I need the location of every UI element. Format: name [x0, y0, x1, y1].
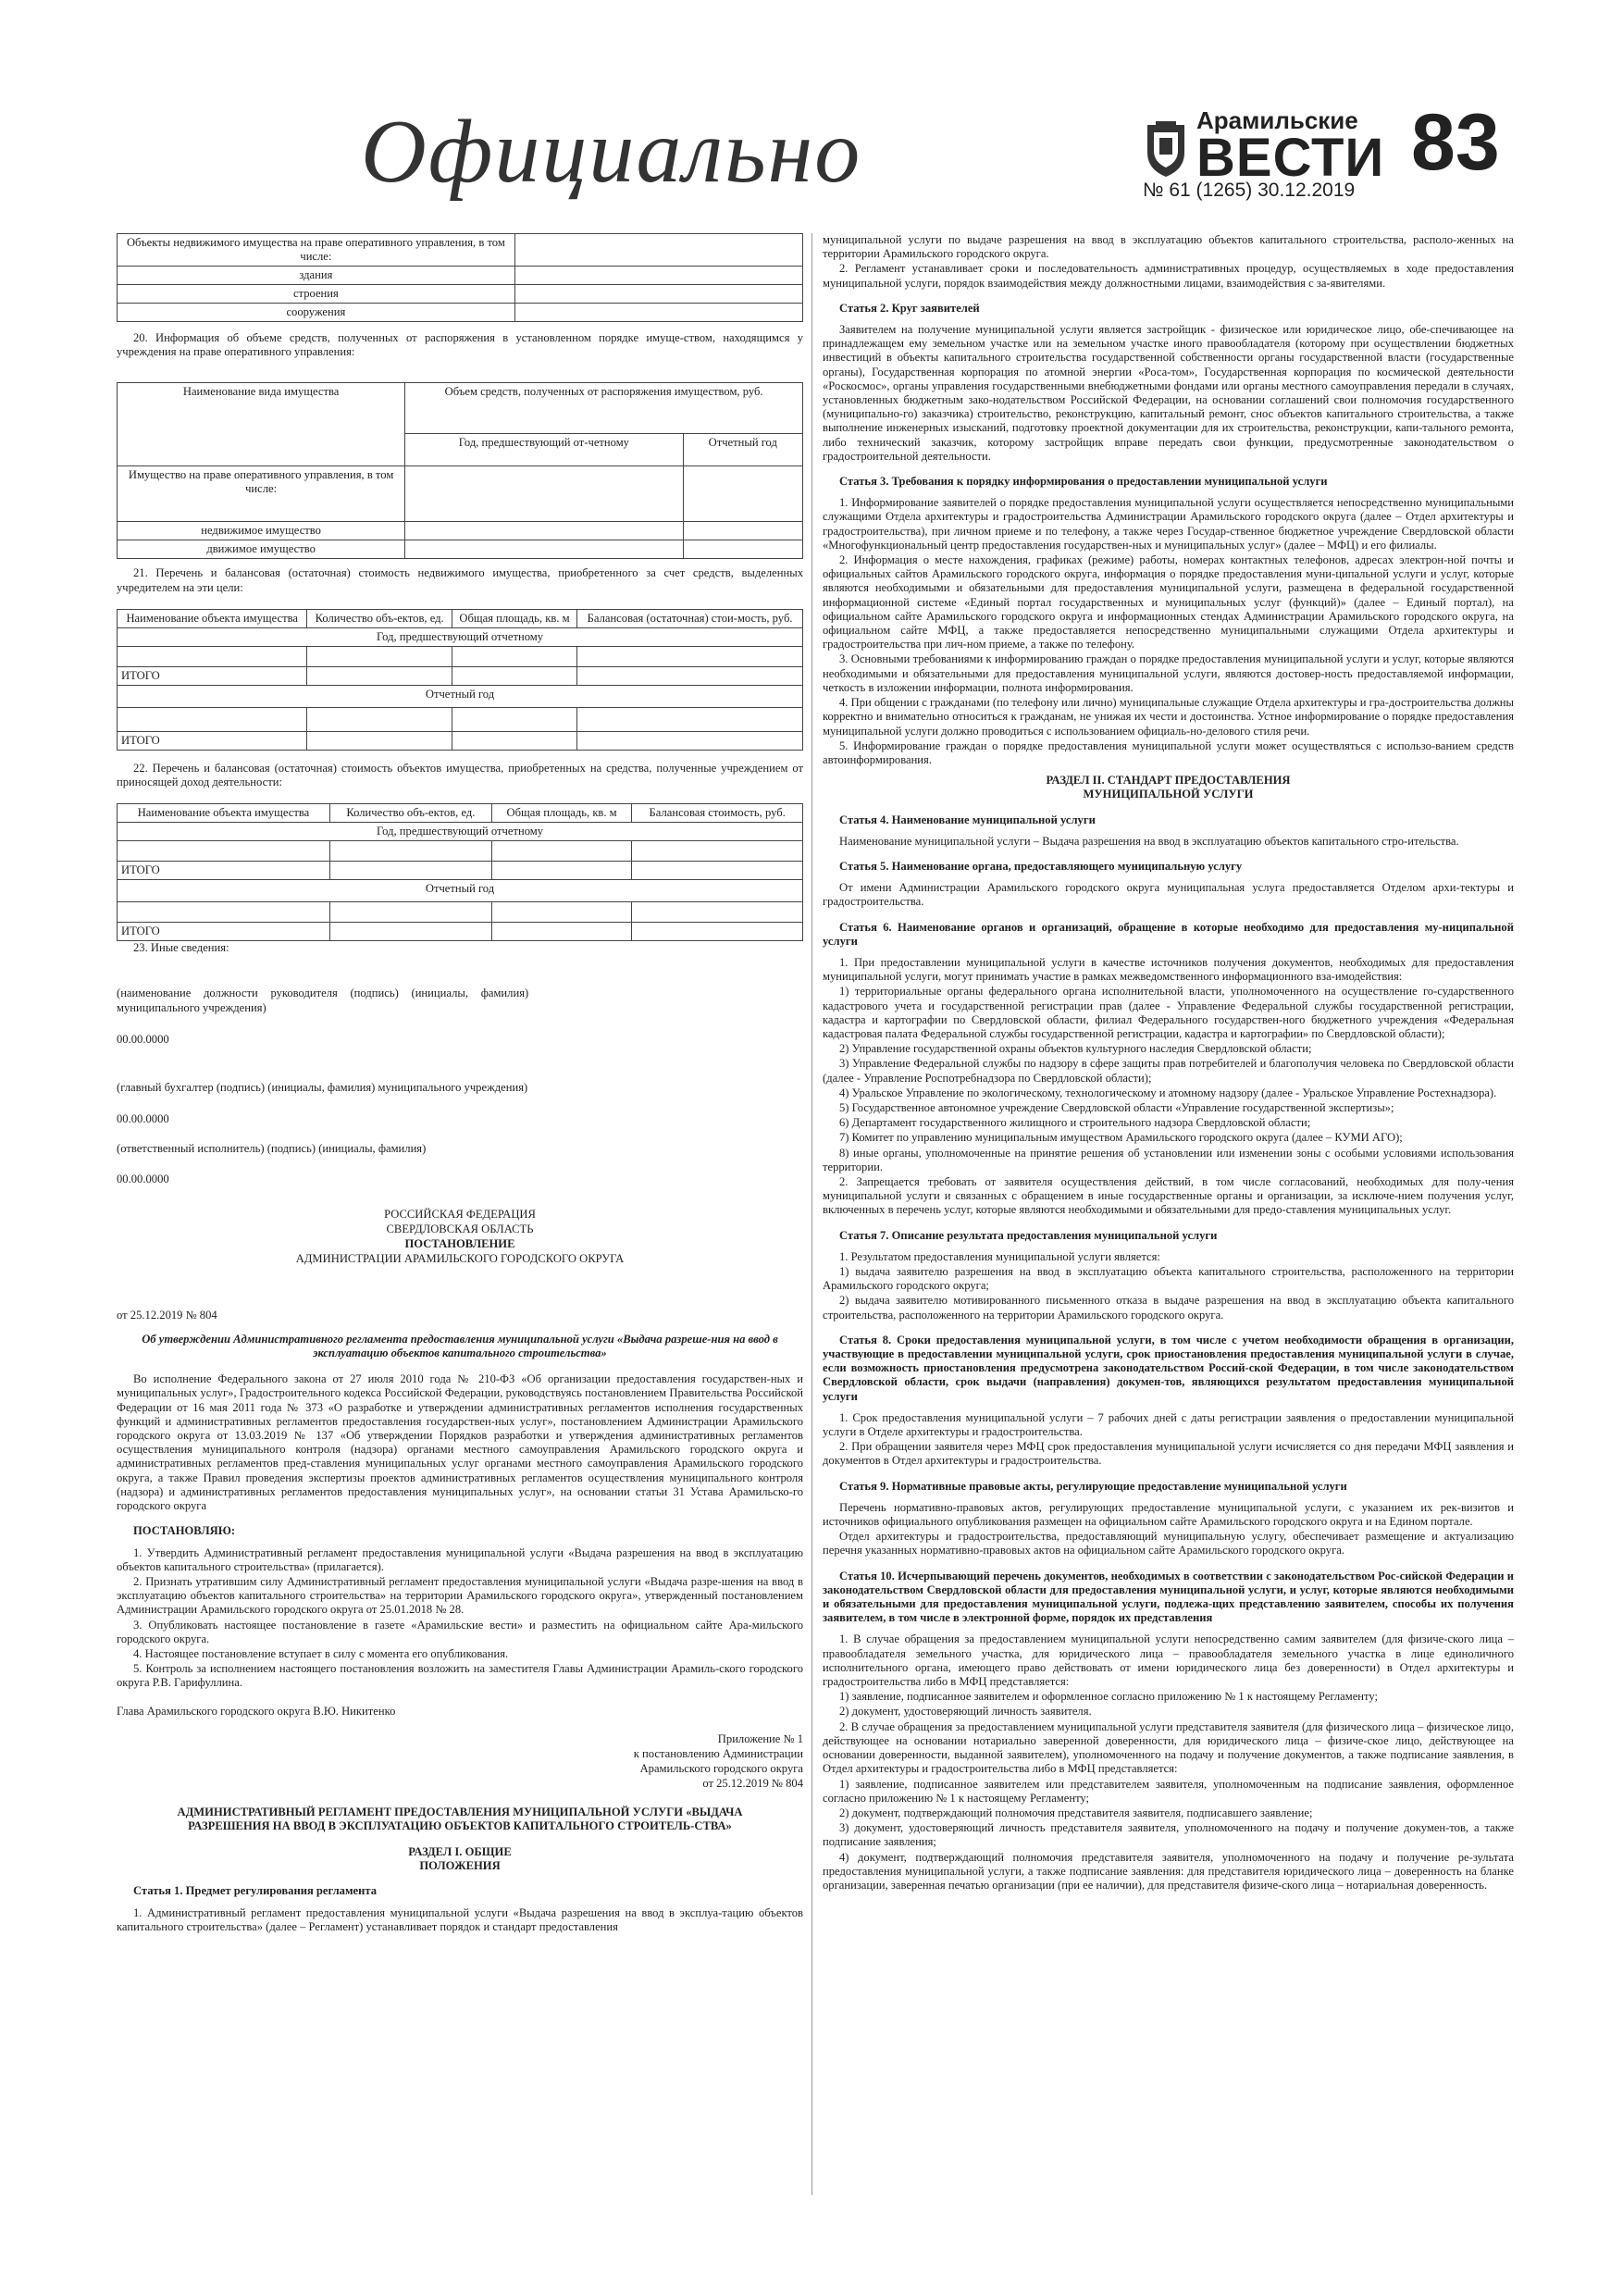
- article-7-title: Статья 7. Описание результата предоставления муниципальной услуги: [839, 1228, 1218, 1242]
- issue-number: № 61 (1265) 30.12.2019: [1143, 180, 1356, 201]
- decree-date: от 25.12.2019 № 804: [117, 1308, 217, 1322]
- article-1-title: Статья 1. Предмет регулирования регламента: [133, 1884, 378, 1898]
- paragraph-22: 22. Перечень и балансовая (остаточная) стоимость объектов имущества, приобретенных на средства, полученные учреждением от приносящей доход деятельности:: [117, 761, 803, 789]
- date-2: 00.00.0000: [117, 1112, 169, 1126]
- table-real-estate: Объекты недвижимого имущества на праве оперативного управления, в том числе: здания строения сооружения: [117, 233, 803, 322]
- logo-city: Арамильские: [1196, 106, 1358, 134]
- right-column: муниципальной услуги по выдаче разрешения на ввод в эксплуатацию объектов капитального строительства, располо-женных на территории Арамильского городского округа. 2. Регламент устанавливает сроки и последовательность административных процедур, осуществляемых в ходе предоставления муниципальной услуги, порядок взаимодействия между должностными лицами, взаимодействия с за-явителями. Статья 2. Круг заявителей Заявителем на получение муниципальной услуги является застройщик - физическое или юридическое лицо, обе-спечивающее на принадлежащем ему земельном участке или на земельном участке иного правообладателя (которому при осуществлении бюджетных инвестиций в объекты капитального строительства государственной собственности органы государственной власти (государственные органы), Государственная корпорация по атомной энергии «Роса-том», Государственная корпорация по космической деятельности «Роскосмос», органы управления государственными внебюджетными фондами или органы местного самоуправления передали в случаях, установленных бюджетным зако-нодательством Российской Федерации, на основании соглашений свои полномочия государственного (муниципально-го) заказчика) строительство, реконструкцию, капитальный ремонт, снос объектов капитального строительства, а также выполнение инженерных изысканий, подготовку проектной документации для их строительства, реконструкции, капи-тального ремонта, либо технический заказчик, которому застройщик вправе передать свои функции, предусмотренные законодательством о градостроительной деятельности. Статья 3. Требования к порядку информирования о предоставлении муниципальной услуги 1. Информирование заявителей о порядке предоставления муниципальной услуги осуществляется непосредственно муниципальными служащими Отдела архитектуры и градостроительства Администрации Арамильского городского округа (далее – Отдел архитектуры и градостроительства), при личном приеме и по телефону, а также через Государ-ственное бюджетное учреждение Свердловской области «Многофункциональный центр предоставления государствен-ных и муниципальных услуг» (далее – МФЦ) и его филиалы. 2. Информация о месте нахождения, графиках (режиме) работы, номерах контактных телефонов, адресах электрон-ной почты и официальных сайтов Арамильского городского округа, информация о порядке предоставления муни-ципальной услуги и услуг, которые являются необходимыми и обязательными для предоставления муниципальной услуги, размещена в федеральной государственной информационной системе «Единый портал государственных и муниципальных услуг (функций)» (далее – Единый портал), на официальном сайте Арамильского городского округа и информационных стендах Администрации Арамильского городского округа, на официальном сайте МФЦ, а также предоставляется непосредственно муниципальными служащими Отдела архитектуры и градостроительства при лич-ном приеме, а также по телефону. 3. Основными требованиями к информированию граждан о порядке предоставления муниципальной услуги и услуг, которые являются необходимыми и обязательными для предоставления муниципальной услуги, являются достовер-ность предоставляемой информации, четкость в изложении информации, полнота информирования. 4. При общении с гражданами (по телефону или лично) муниципальные служащие Отдела архитектуры и гра-достроительства должны корректно и внимательно относиться к гражданам, не унижая их чести и достоинства. Устное информирование о порядке предоставления муниципальной услуги должно проводиться с использованием официаль-но-делового стиля речи. 5. Информирование граждан о порядке предоставления муниципальной услуги может осуществляться с использо-ванием средств автоинформирования. РАЗДЕЛ II. СТАНДАРТ ПРЕДОСТАВЛЕНИЯ МУНИЦИПАЛЬНОЙ УСЛУГИ Статья 4. Наименование муниципальной услуги Наименование муниципальной услуги – Выдача разрешения на ввод в эксплуатацию объектов капитального стро-ительства. Статья 5. Наименование органа, предоставляющего муниципальную услугу От имени Администрации Арамильского городского округа муниципальная услуга предоставляется Отделом архи-тектуры и градостроительства. Статья 6. Наименование органов и организаций, обращение в которые необходимо для предоставления му-ниципальной услуги 1. При предоставлении муниципальной услуги в качестве источников получения документов, необходимых для предоставления муниципальной услуги, могут принимать участие в рамках межведомственного информационного вза-имодействия: 1) территориальные органы федерального органа исполнительной власти, уполномоченного на осуществление го-сударственного кадастрового учета и государственной регистрации прав (далее - Управление Федеральной службы государственной регистрации, кадастра и картографии по Свердловской области, филиал Федерального государствен-ного бюджетного учреждения «Федеральная кадастровая палата Федеральной службы государственной регистрации, кадастра и картографии» по Свердловской области); 2) Управление государственной охраны объектов культурного наследия Свердловской области; 3) Управление Федеральной службы по надзору в сфере защиты прав потребителей и благополучия человека по Свердловской области (далее - Управление Роспотребнадзора по Свердловской области); 4) Уральское Управление по экологическому, технологическому и атомному надзору (далее - Уральское Управление Ростехнадзора). 5) Государственное автономное учреждение Свердловской области «Управление государственной экспертизы»; 6) Департамент государственного жилищного и строительного надзора Свердловской области; 7) Комитет по управлению муниципальным имуществом Арамильского городского округа (далее – КУМИ АГО); 8) иные органы, уполномоченные на принятие решения об установлении или изменении зоны с особыми условиями использования территории. 2. Запрещается требовать от заявителя осуществления действий, в том числе согласований, необходимых для полу-чения муниципальной услуги и связанных с обращением в иные государственные органы и организации, за исключе-нием получения услуг, включенных в перечень услуг, которые являются необходимыми и обязательными для предо-ставления муниципальных услуг. Статья 7. Описание результата предоставления муниципальной услуги 1. Результатом предоставления муниципальной услуги является: 1) выдача заявителю разрешения на ввод в эксплуатацию объекта капитального строительства, расположенного на территории Арамильского городского округа; 2) выдача заявителю мотивированного письменного отказа в выдаче разрешения на ввод в эксплуатацию объекта капитального строительства, расположенного на территории Арамильского городского округа. Статья 8. Сроки предоставления муниципальной услуги, в том числе с учетом необходимости обращения в организации, участвующие в предоставлении муниципальной услуги, срок приостановления предоставления муниципальной услуги в случае, если возможность приостановления предусмотрена законодательством Россий-ской Федерации, в том числе законодательством Свердловской области, срок выдачи (направления) докумен-тов, являющихся результатом предоставления муниципальной услуги 1. Срок предоставления муниципальной услуги – 7 рабочих дней с даты регистрации заявления о предоставлении муниципальной услуги в Отделе архитектуры и градостроительства. 2. При обращении заявителя через МФЦ срок предоставления муниципальной услуги исчисляется со дня передачи МФЦ заявления и документов в Отдел архитектуры и градостроительства. Статья 9. Нормативные правовые акты, регулирующие предоставление муниципальной услуги Перечень нормативно-правовых актов, регулирующих предоставление муниципальной услуги, с указанием их рек-визитов и источников официального опубликования размещен на официальном сайте Арамильского городского округа и на Едином портале. Отдел архитектуры и градостроительства, предоставляющий муниципальную услугу, обеспечивает размещение и актуализацию перечня указанных нормативно-правовых актов на официальном сайте Арамильского городского округа. Статья 10. Исчерпывающий перечень документов, необходимых в соответствии с законодательством Рос-сийской Федерации и законодательством Свердловской области для предоставления муниципальной услуги, и услуг, которые являются необходимыми и обязательными для предоставления муниципальной услуги, подлежа-щих представлению заявителем, способы их получения заявителем, в том числе в электронной форме, порядок их представления 1. В случае обращения за предоставлением муниципальной услуги непосредственно самим заявителем (для физиче-ского лица – правообладателя земельного участка, для юридического лица – правообладателя земельного участка в лице единоличного исполнительного органа, имеющего право действовать от имени юридического лица без доверенности) в Отдел архитектуры и градостроительства либо в МФЦ представляется: 1) заявление, подписанное заявителем и оформленное согласно приложению № 1 к настоящему Регламенту; 2) документ, удостоверяющий личность заявителя. 2. В случае обращения за предоставлением муниципальной услуги представителя заявителя (для физического лица – физическое лицо, действующее на основании нотариально заверенной доверенности, для юридического лица – физиче-ское лицо, действующее на основании доверенности, выданной заявителем), уполномоченного на подачу и получение документов, а также подписание заявления, в Отдел архитектуры и градостроительства либо в МФЦ представляется: 1) заявление, подписанное заявителем или представителем заявителя, уполномоченным на подписание заявления, оформленное согласно приложению № 1 к настоящему Регламенту; 2) документ, подтверждающий полномочия представителя заявителя, подписавшего заявление; 3) документ, удостоверяющий личность представителя заявителя, уполномоченного на подачу и получение докумен-тов, а также подписание заявления; 4) документ, подтверждающий полномочия представителя заявителя, уполномоченного на подачу и получение ре-зультата предоставления муниципальной услуги, а также подписание заявления: для представителя юридического лица – доверенность на бланке организации, заверенная печатью организации (при ее наличии), для представителя физиче-ского лица – нотариальная доверенность.: [823, 233, 1514, 1892]
- article-5-title: Статья 5. Наименование органа, предоставляющего муниципальную услугу: [839, 859, 1243, 873]
- page-number: 83: [1411, 98, 1500, 187]
- paragraph-20: 20. Информация об объеме средств, полученных от распоряжения в установленном порядке имуще-ством, находящимся у учреждения на праве оперативного управления:: [117, 331, 803, 359]
- paragraph-21: 21. Перечень и балансовая (остаточная) стоимость недвижимого имущества, приобретенного за счет средств, выделенных учредителем на эти цели:: [117, 566, 803, 594]
- article-10-title: Статья 10. Исчерпывающий перечень документов, необходимых в соответствии с законодательством Рос-сийской Федерации и законодательством Свердловской области для предоставления муниципальной услуги, и услуг, которые являются необходимыми и обязательными для предоставления муниципальной услуги, подлежа-щих представлению заявителем, способы их получения заявителем, в том числе в электронной форме, порядок их представления: [823, 1569, 1514, 1625]
- article-4-title: Статья 4. Наименование муниципальной услуги: [839, 813, 1096, 826]
- table-income-property: Наименование объекта имущества Количество объ-ектов, ед. Общая площадь, кв. м Балансовая стоимость, руб. Год, предшествующий отчетному ИТОГО Отчетный год ИТОГО: [117, 803, 803, 941]
- article-3-title: Статья 3. Требования к порядку информирования о предоставлении муниципальной услуги: [839, 475, 1328, 489]
- header-postanovlenie: ПОСТАНОВЛЕНИЕ: [404, 1237, 515, 1251]
- header-oblast: СВЕРДЛОВСКАЯ ОБЛАСТЬ: [386, 1222, 534, 1236]
- signature-director: (наименование должности руководителя (подпись) (инициалы, фамилия) муниципального учреждения): [117, 987, 529, 1014]
- head-signature: Глава Арамильского городского округа В.Ю. Никитенко: [117, 1704, 396, 1718]
- date-1: 00.00.0000: [117, 1032, 169, 1046]
- section-2-title: РАЗДЕЛ II. СТАНДАРТ ПРЕДОСТАВЛЕНИЯ МУНИЦИПАЛЬНОЙ УСЛУГИ: [1046, 774, 1291, 801]
- article-2-title: Статья 2. Круг заявителей: [839, 301, 980, 315]
- signature-executor: (ответственный исполнитель) (подпись) (инициалы, фамилия): [117, 1142, 427, 1156]
- regulation-title: АДМИНИСТРАТИВНЫЙ РЕГЛАМЕНТ ПРЕДОСТАВЛЕНИЯ МУНИЦИПАЛЬНОЙ УСЛУГИ «ВЫДАЧА РАЗРЕШЕНИЯ НА ВВОД В ЭКСПЛУАТАЦИЮ ОБЪЕКТОВ КАПИТАЛЬНОГО СТРОИТЕЛЬ-СТВА»: [177, 1805, 743, 1832]
- decree-intro: Во исполнение Федерального закона от 27 июля 2010 года № 210-ФЗ «Об организации предоставления государствен-ных и муниципальных услуг», Градостроительного кодекса Российской Федерации, руководствуясь постановлением Правительства Российской Федерации от 16 мая 2011 года № 373 «О разработке и утверждении административных регламентов исполнения государственных функций и административных регламентов предоставления государствен-ных услуг», постановлением Администрации Арамильского городского округа от 13.03.2019 № 137 «Об утверждении Порядков разработки и утверждения административных регламентов осуществления муниципального контроля (надзора) органами местного самоуправления Арамильского городского округа и административных регламентов пред-ставления муниципальных услуг органами местного самоуправления Арамильского городского округа, а также Правил проведения экспертизы проектов административных регламентов осуществления муниципального контроля (надзора) и административных регламентов предоставления муниципальных услуг», на основании статьи 31 Устава Арамильско-го городского округа: [117, 1372, 803, 1513]
- section-title: Официально: [361, 102, 862, 202]
- resolve-heading: ПОСТАНОВЛЯЮ:: [133, 1524, 236, 1538]
- article-8-title: Статья 8. Сроки предоставления муниципальной услуги, в том числе с учетом необходимости обращения в организации, участвующие в предоставлении муниципальной услуги, срок приостановления предоставления муниципальной услуги в случае, если возможность приостановления предусмотрена законодательством Россий-ской Федерации, в том числе законодательством Свердловской области, срок выдачи (направления) докумен-тов, являющихся результатом предоставления муниципальной услуги: [823, 1333, 1514, 1403]
- section-1-title: РАЗДЕЛ I. ОБЩИЕ ПОЛОЖЕНИЯ: [408, 1844, 512, 1873]
- date-3: 00.00.0000: [117, 1172, 169, 1185]
- header-rf: РОССИЙСКАЯ ФЕДЕРАЦИЯ: [384, 1207, 536, 1221]
- signature-accountant: (главный бухгалтер (подпись) (инициалы, фамилия) муниципального учреждения): [117, 1081, 528, 1095]
- paragraph-23: 23. Иные сведения:: [133, 941, 229, 955]
- article-9-title: Статья 9. Нормативные правовые акты, регулирующие предоставление муниципальной услуги: [839, 1479, 1347, 1493]
- table-funds: Наименование вида имущества Объем средств, полученных от распоряжения имуществом, руб. Год, предшествующий от-четному Отчетный год Имущество на праве оперативного управления, в том числе: недвижимое имущество движимое имущество: [117, 382, 803, 559]
- decree-subject: Об утверждении Административного регламента предоставления муниципальной услуги «Выдача разреше-ния на ввод в эксплуатацию объектов капитального строительства»: [142, 1332, 778, 1360]
- article-6-title: Статья 6. Наименование органов и организаций, обращение в которые необходимо для предоставления му-ниципальной услуги: [823, 920, 1514, 948]
- coat-of-arms-icon: [1143, 119, 1189, 179]
- logo-name: ВЕСТИ: [1196, 128, 1385, 188]
- header-administration: АДМИНИСТРАЦИИ АРАМИЛЬСКОГО ГОРОДСКОГО ОКРУГА: [295, 1252, 625, 1266]
- table-purchased-real-estate: Наименование объекта имущества Количество объ-ектов, ед. Общая площадь, кв. м Балансовая (остаточная) стои-мость, руб. Год, предшествующий отчетному ИТОГО Отчетный год ИТОГО: [117, 609, 803, 751]
- left-column: Объекты недвижимого имущества на праве оперативного управления, в том числе: здания строения сооружения 20. Информация об объеме средств, полученных от распоряжения в установленном порядке имуще-ством, находящимся у учреждения на праве оперативного управления: Наименование вида имущества Объем средств, полученных от распоряжения имуществом, руб. Год, предшествующий от-четному Отчетный год Имущество на праве оперативного управления, в том числе: недвижимое имущество движимое имущество 21. Перечень и балансовая (остаточная) стоимость недвижимого имущества, приобретенного за счет средств, выделенных учредителем на эти цели: Наименование объекта имущества Количество объ-ектов, ед. Общая площадь, кв. м Балансовая (остаточная) стои-мость, руб. Год, предшествующий отчетному ИТОГО Отчетный год ИТОГО 22. Перечень и балансовая (остаточная) стоимость объектов имущества, приобретенных на средства, полученные учреждением от приносящей доход деятельности: Наименование объекта имущества Количество объ-ектов, ед. Общая площадь, кв. м Балансовая стоимость, руб. Год, предшествующий отчетному ИТОГО Отчетный год ИТОГО 23. Иные сведения: (наименование должности руководителя (подпись) (инициалы, фамилия) муниципального учреждения) 00.00.0000 (главный бухгалтер (подпись) (инициалы, фамилия) муниципального учреждения) 00.00.0000 (ответственный исполнитель) (подпись) (инициалы, фамилия) 00.00.0000 РОССИЙСКАЯ ФЕДЕРАЦИЯ СВЕРДЛОВСКАЯ ОБЛАСТЬ ПОСТАНОВЛЕНИЕ АДМИНИСТРАЦИИ АРАМИЛЬСКОГО ГОРОДСКОГО ОКРУГА от 25.12.2019 № 804 Об утверждении Административного регламента предоставления муниципальной услуги «Выдача разреше-ния на ввод в эксплуатацию объектов капитального строительства» Во исполнение Федерального закона от 27 июля 2010 года № 210-ФЗ «Об организации предоставления государствен-ных и муниципальных услуг», Градостроительного кодекса Российской Федерации, руководствуясь постановлением Правительства Российской Федерации от 16 мая 2011 года № 373 «О разработке и утверждении административных регламентов исполнения государственных функций и административных регламентов предоставления государствен-ных услуг», постановлением Администрации Арамильского городского округа от 13.03.2019 № 137 «Об утверждении Порядков разработки и утверждения административных регламентов осуществления муниципального контроля (надзора) органами местного самоуправления Арамильского городского округа и административных регламентов пред-ставления муниципальных услуг органами местного самоуправления Арамильского городского округа, а также Правил проведения экспертизы проектов административных регламентов осуществления муниципального контроля (надзора) и административных регламентов предоставления муниципальных услуг», на основании статьи 31 Устава Арамильско-го городского округа ПОСТАНОВЛЯЮ: 1. Утвердить Административный регламент предоставления муниципальной услуги «Выдача разрешения на ввод в эксплуатацию объектов капитального строительства» (прилагается). 2. Признать утратившим силу Административный регламент предоставления муниципальной услуги «Выдача разре-шения на ввод в эксплуатацию объектов капитального строительства» на территории Арамильского городского округа», утвержденный постановлением Администрации Арамильского городского округа от 25.01.2018 № 28. 3. Опубликовать настоящее постановление в газете «Арамильские вести» и разместить на официальном сайте Ара-мильского городского округа. 4. Настоящее постановление вступает в силу с момента его опубликования. 5. Контроль за исполнением настоящего постановления возложить на заместителя Главы Администрации Арамиль-ского городского округа Р.В. Гарифуллина. Глава Арамильского городского округа В.Ю. Никитенко Приложение № 1 к постановлению Администрации Арамильского городского округа от 25.12.2019 № 804 АДМИНИСТРАТИВНЫЙ РЕГЛАМЕНТ ПРЕДОСТАВЛЕНИЯ МУНИЦИПАЛЬНОЙ УСЛУГИ «ВЫДАЧА РАЗРЕШЕНИЯ НА ВВОД В ЭКСПЛУАТАЦИЮ ОБЪЕКТОВ КАПИТАЛЬНОГО СТРОИТЕЛЬ-СТВА» РАЗДЕЛ I. ОБЩИЕ ПОЛОЖЕНИЯ Статья 1. Предмет регулирования регламента 1. Административный регламент предоставления муниципальной услуги «Выдача разрешения на ввод в эксплуа-тацию объектов капитального строительства» (далее – Регламент) устанавливает порядок и стандарт предоставления: [117, 233, 803, 1935]
